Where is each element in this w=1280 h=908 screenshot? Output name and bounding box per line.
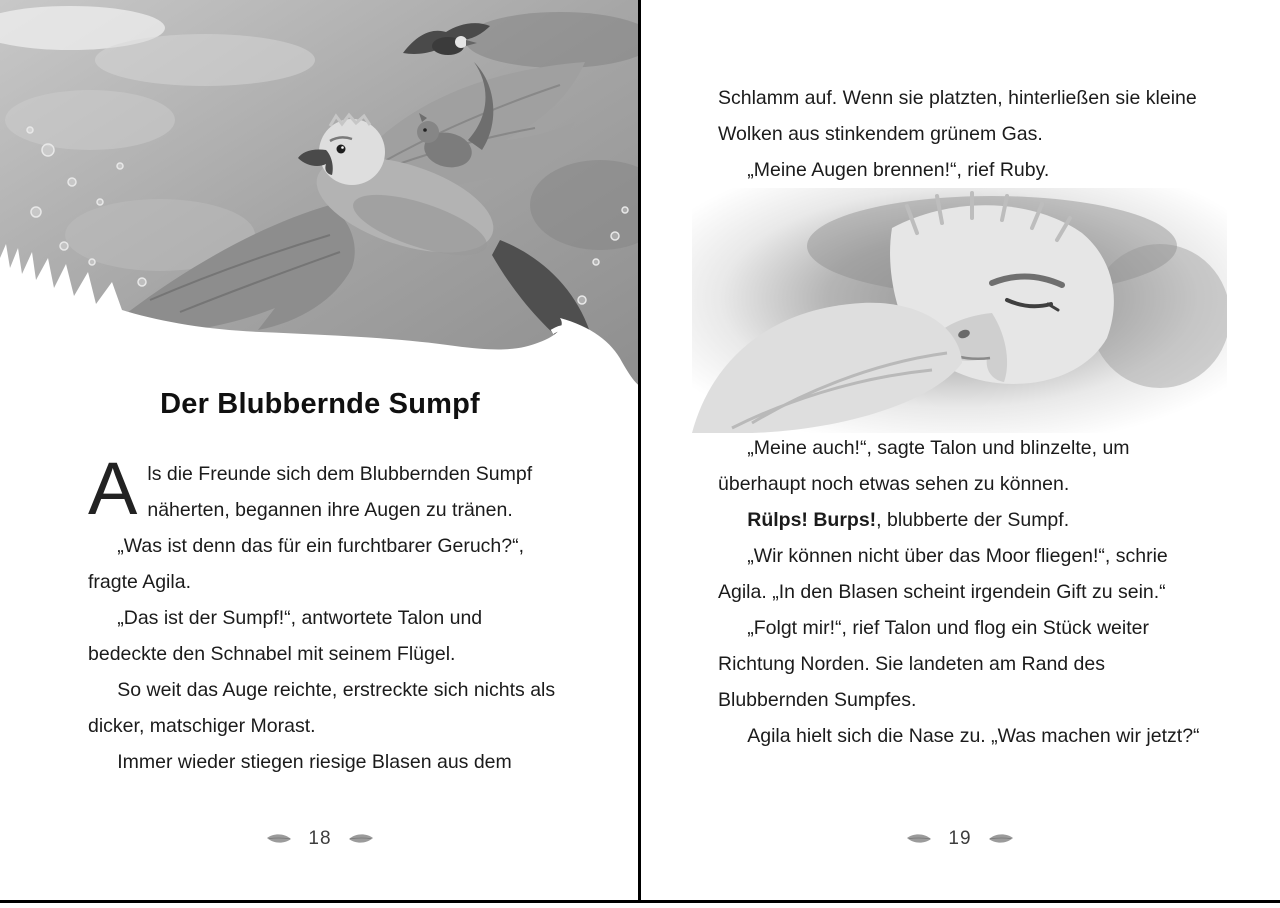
swamp-flight-illustration: [0, 0, 640, 392]
story-text: ls die Freunde sich dem Blubbernden Sumpf näherten, begannen ihre Augen zu tränen.: [147, 463, 533, 521]
page-number: 19: [948, 828, 972, 849]
right-page-text-top: [718, 80, 1204, 188]
story-paragraph: „Folgt mir!“, rief Talon und flog ein Stück weiter Richtung Norden. Sie landeten am Rand des Blubbernden Sumpfes.: [718, 617, 1149, 711]
page-number: 18: [308, 828, 332, 849]
left-page-text: [88, 447, 556, 780]
chapter-title: Der Blubbernde Sumpf: [160, 388, 480, 420]
leaf-ornament-left: [906, 833, 932, 845]
story-paragraph: Immer wieder stiegen riesige Blasen aus dem: [117, 751, 512, 773]
story-paragraph: [718, 502, 1208, 538]
page-gutter-divider: [638, 0, 641, 901]
right-page-footer: [640, 826, 1280, 852]
story-paragraph: [88, 447, 556, 530]
page-right: [640, 0, 1280, 908]
leaf-ornament-left: [266, 833, 292, 845]
story-paragraph: „Meine Augen brennen!“, rief Ruby.: [747, 159, 1050, 181]
story-paragraph: „Was ist denn das für ein furchtbarer Geruch?“, fragte Agila.: [88, 535, 525, 593]
right-page-text-bottom: [718, 430, 1208, 754]
leaf-ornament-right: [348, 833, 374, 845]
talon-closeup-illustration: [692, 188, 1227, 433]
left-page-footer: [0, 826, 640, 852]
story-text: , blubberte der Sumpf.: [876, 509, 1070, 531]
drop-cap: A: [88, 447, 138, 530]
story-paragraph: So weit das Auge reichte, erstreckte sich nichts als dicker, matschiger Morast.: [88, 679, 556, 737]
onomatopoeia-text: Rülps! Burps!: [747, 509, 877, 531]
story-paragraph: „Meine auch!“, sagte Talon und blinzelte, um überhaupt noch etwas sehen zu können.: [718, 437, 1130, 495]
story-paragraph: „Das ist der Sumpf!“, antwortete Talon und bedeckte den Schnabel mit seinem Flügel.: [88, 607, 483, 665]
leaf-ornament-right: [988, 833, 1014, 845]
story-paragraph: Schlamm auf. Wenn sie platzten, hinterließen sie kleine Wolken aus stinkendem grünem Gas.: [718, 87, 1197, 145]
bottom-rule: [0, 900, 1280, 903]
story-paragraph: „Wir können nicht über das Moor fliegen!“, schrie Agila. „In den Blasen scheint irgendein Gift zu sein.“: [718, 545, 1168, 603]
story-paragraph: Agila hielt sich die Nase zu. „Was machen wir jetzt?“: [747, 725, 1200, 747]
